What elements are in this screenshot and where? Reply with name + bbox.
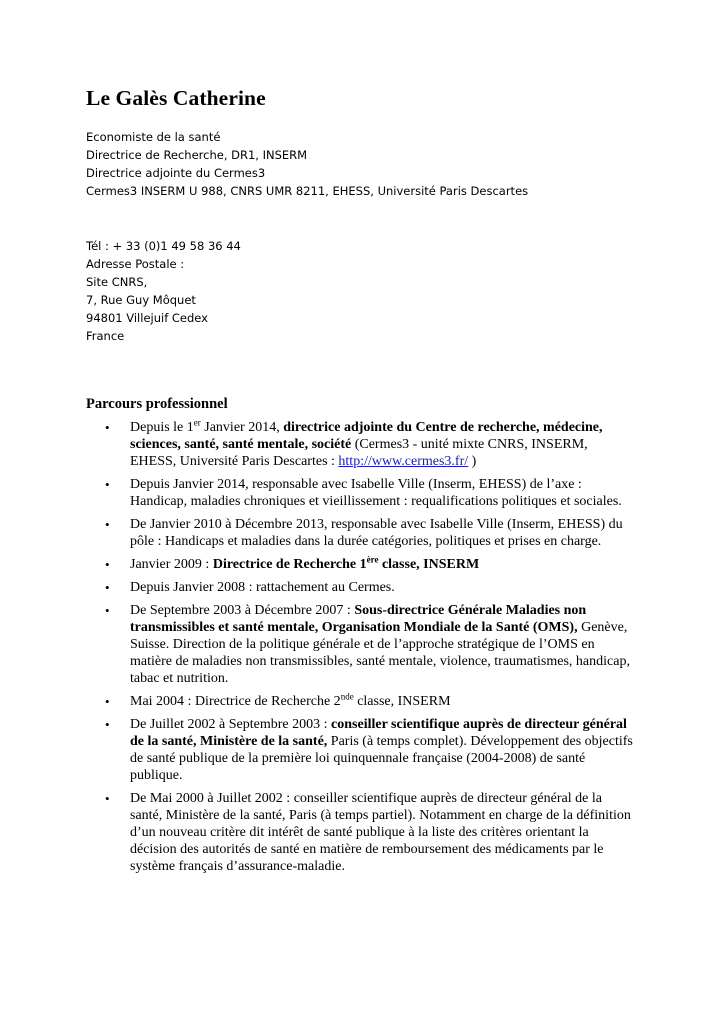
item-text: Genève, Suisse. Direction de la politique générale et de l’approche stratégique de l’OMS en matière de maladies non transmissibles, santé mentale, violence, traumatismes, handicap, tabac et nutrition.	[130, 620, 630, 686]
bullet-icon: •	[105, 791, 110, 806]
item-text: De Janvier 2010 à Décembre 2013, responsable avec Isabelle Ville (Inserm, EHESS) du pôle : Handicaps et maladies dans la durée catégories, politiques et prises en charge.	[130, 517, 623, 549]
career-item	[105, 419, 635, 470]
address-line: 94801 Villejuif Cedex	[86, 311, 208, 325]
bullet-icon: •	[105, 557, 110, 572]
bullet-icon: •	[105, 477, 110, 492]
role-line: Directrice de Recherche, DR1, INSERM	[86, 148, 308, 162]
bullet-icon: •	[105, 694, 110, 709]
career-item	[105, 476, 635, 510]
item-bold: Sous-directrice Générale Maladies non transmissibles et santé mentale, Organisation Mondiale de la Santé (OMS),	[130, 603, 587, 635]
address-line: 7, Rue Guy Môquet	[86, 293, 196, 307]
career-item	[105, 602, 635, 687]
contact-block	[86, 237, 241, 345]
bullet-icon: •	[105, 717, 110, 732]
item-text: Depuis Janvier 2008 : rattachement au Cermes.	[130, 580, 395, 595]
role-line: Cermes3 INSERM U 988, CNRS UMR 8211, EHESS, Université Paris Descartes	[86, 184, 529, 198]
career-item	[105, 716, 635, 784]
item-bold: directrice adjointe du Centre de recherche, médecine, sciences, santé, santé mentale, société	[130, 420, 603, 452]
superscript: er	[193, 417, 201, 428]
item-text: Mai 2004 : Directrice de Recherche 2	[130, 694, 341, 709]
item-text: De Mai 2000 à Juillet 2002 : conseiller scientifique auprès de directeur général de la santé, Ministère de la santé, Paris (à temps partiel). Notamment en charge de la définition d’un nouveau critère dit intérêt de santé publique à la liste des critères orientant la décision des autorités de santé en matière de remboursement des médicaments par le système français d’assurance-maladie.	[130, 791, 631, 874]
item-text: Janvier 2009 :	[130, 557, 213, 572]
item-text: De Septembre 2003 à Décembre 2007 :	[130, 603, 355, 618]
bullet-icon: •	[105, 603, 110, 618]
roles-block	[86, 128, 528, 200]
bullet-icon: •	[105, 580, 110, 595]
career-item	[105, 693, 635, 710]
superscript: ère	[366, 554, 379, 565]
item-bold: conseiller scientifique auprès de directeur général de la santé, Ministère de la santé,	[130, 717, 627, 749]
item-text: Depuis le 1	[130, 420, 194, 435]
item-text: Paris (à temps complet). Développement des objectifs de santé publique de la première loi quinquennale française (2004-2008) de santé publique.	[130, 734, 633, 783]
address-line: France	[86, 329, 125, 343]
item-text: classe, INSERM	[353, 694, 451, 709]
cermes3-link[interactable]: http://www.cermes3.fr/	[338, 454, 469, 469]
address-label: Adresse Postale :	[86, 257, 185, 271]
item-bold: Directrice de Recherche 1	[212, 557, 367, 572]
item-text: De Juillet 2002 à Septembre 2003 :	[130, 717, 332, 732]
bullet-icon: •	[105, 420, 110, 435]
phone-line: Tél : + 33 (0)1 49 58 36 44	[86, 239, 241, 253]
item-text: (Cermes3 - unité mixte CNRS, INSERM, EHESS, Université Paris Descartes :	[130, 437, 588, 469]
person-name: Le Galès Catherine	[86, 86, 266, 110]
bullet-icon: •	[105, 517, 110, 532]
career-list	[105, 419, 635, 881]
role-line: Economiste de la santé	[86, 130, 221, 144]
item-text: )	[468, 454, 477, 469]
career-item	[105, 516, 635, 550]
career-item	[105, 790, 635, 875]
item-bold: classe, INSERM	[378, 557, 480, 572]
item-text: Janvier 2014,	[200, 420, 284, 435]
superscript: nde	[340, 691, 354, 702]
career-item	[105, 556, 635, 573]
section-title: Parcours professionnel	[86, 396, 228, 412]
career-item	[105, 579, 635, 596]
item-text: Depuis Janvier 2014, responsable avec Isabelle Ville (Inserm, EHESS) de l’axe : Handicap, maladies chroniques et vieillissement : requalifications politiques et sociales.	[130, 477, 622, 509]
address-line: Site CNRS,	[86, 275, 148, 289]
role-line: Directrice adjointe du Cermes3	[86, 166, 266, 180]
